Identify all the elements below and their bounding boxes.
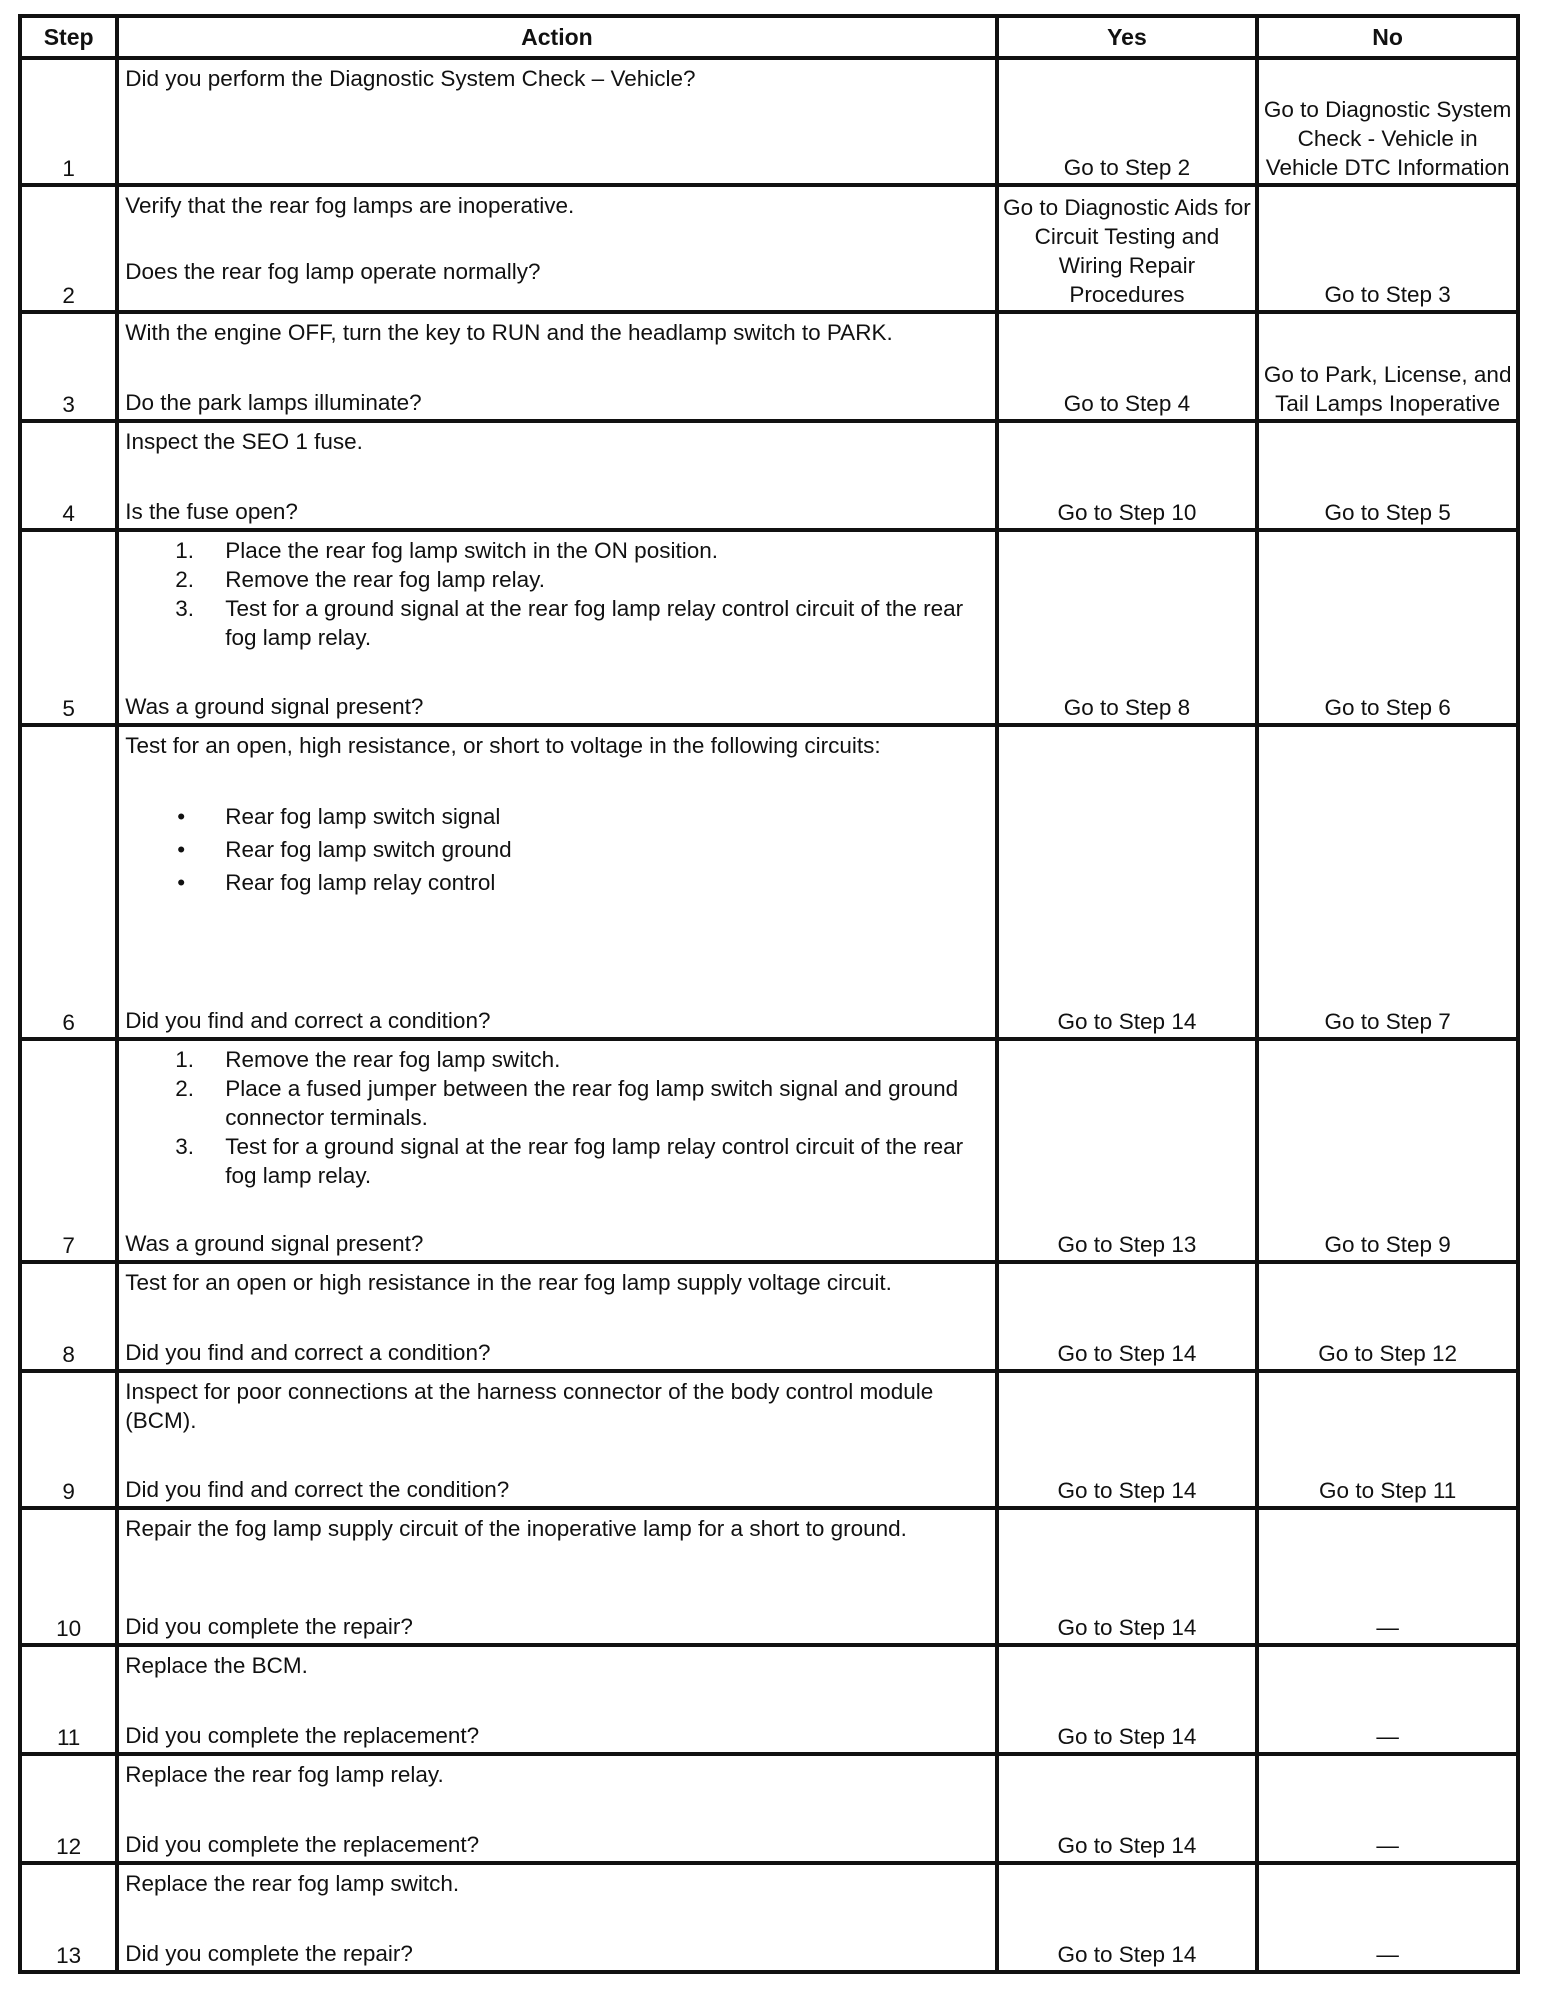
action-cell [117, 58, 996, 185]
no-result: Go to Step 3 [1257, 185, 1518, 312]
action-text: Inspect for poor connections at the harness connector of the body control module (BCM). [125, 1379, 934, 1433]
list-item [125, 536, 988, 565]
yes-result: Go to Step 13 [997, 1039, 1258, 1262]
list-item [125, 866, 988, 899]
no-result: — [1257, 1645, 1518, 1754]
action-question: Did you complete the repair? [125, 1941, 413, 1966]
step-number: 8 [20, 1262, 117, 1371]
yes-result: Go to Diagnostic Aids for Circuit Testing and Wiring Repair Procedures [997, 185, 1258, 312]
no-result: Go to Step 9 [1257, 1039, 1518, 1262]
action-cell [117, 1863, 996, 1972]
table-row [20, 1863, 1518, 1972]
table-row [20, 58, 1518, 185]
step-number: 1 [20, 58, 117, 185]
action-text: Replace the BCM. [125, 1653, 308, 1678]
list-item [125, 800, 988, 833]
step-number: 6 [20, 725, 117, 1039]
action-question: Was a ground signal present? [125, 1231, 424, 1256]
list-number: 1. [175, 538, 195, 563]
list-number: 2. [175, 1076, 195, 1101]
step-number: 12 [20, 1754, 117, 1863]
list-number: 1. [175, 1047, 195, 1072]
bullet-icon: • [177, 804, 186, 829]
action-cell [117, 1371, 996, 1508]
action-text: Test for an open or high resistance in the rear fog lamp supply voltage circuit. [125, 1270, 892, 1295]
list-item [125, 1132, 988, 1190]
numbered-list [125, 1045, 988, 1190]
action-question: Did you find and correct the condition? [125, 1477, 510, 1502]
table-row [20, 312, 1518, 421]
action-text: Replace the rear fog lamp switch. [125, 1871, 460, 1896]
action-question: Was a ground signal present? [125, 694, 424, 719]
step-number: 2 [20, 185, 117, 312]
yes-result: Go to Step 14 [997, 1754, 1258, 1863]
action-cell [117, 1754, 996, 1863]
table-row [20, 1371, 1518, 1508]
table-row [20, 185, 1518, 312]
list-text: Test for a ground signal at the rear fog lamp relay control circuit of the rear fog lamp relay. [225, 596, 964, 650]
bullet-icon: • [177, 837, 186, 862]
no-result: Go to Step 6 [1257, 530, 1518, 725]
action-question: Is the fuse open? [125, 499, 298, 524]
yes-result: Go to Step 14 [997, 1262, 1258, 1371]
action-cell [117, 1039, 996, 1262]
table-row [20, 421, 1518, 530]
list-number: 3. [175, 596, 195, 621]
table-row [20, 1508, 1518, 1645]
yes-result: Go to Step 14 [997, 725, 1258, 1039]
step-number: 3 [20, 312, 117, 421]
action-cell [117, 421, 996, 530]
header-action: Action [117, 16, 996, 58]
action-question: Did you complete the replacement? [125, 1832, 480, 1857]
action-cell [117, 312, 996, 421]
yes-result: Go to Step 14 [997, 1863, 1258, 1972]
yes-result: Go to Step 14 [997, 1645, 1258, 1754]
list-item [125, 833, 988, 866]
no-result: — [1257, 1508, 1518, 1645]
action-text: Test for an open, high resistance, or short to voltage in the following circuits: [125, 733, 881, 758]
table-row [20, 1039, 1518, 1262]
action-question: Does the rear fog lamp operate normally? [125, 259, 541, 284]
action-text: Inspect the SEO 1 fuse. [125, 429, 363, 454]
yes-result: Go to Step 10 [997, 421, 1258, 530]
action-question: Did you complete the repair? [125, 1614, 413, 1639]
list-number: 3. [175, 1134, 195, 1159]
list-text: Place the rear fog lamp switch in the ON position. [225, 538, 718, 563]
list-text: Rear fog lamp switch ground [225, 837, 512, 862]
list-text: Remove the rear fog lamp relay. [225, 567, 545, 592]
list-text: Rear fog lamp switch signal [225, 804, 501, 829]
diagnostic-table [18, 14, 1520, 1974]
no-result: Go to Step 11 [1257, 1371, 1518, 1508]
action-question: Did you find and correct a condition? [125, 1340, 491, 1365]
action-text: Verify that the rear fog lamps are inoperative. [125, 193, 575, 218]
numbered-list [125, 536, 988, 652]
yes-result: Go to Step 2 [997, 58, 1258, 185]
list-item [125, 565, 988, 594]
step-number: 4 [20, 421, 117, 530]
step-number: 7 [20, 1039, 117, 1262]
action-cell [117, 725, 996, 1039]
no-result: — [1257, 1754, 1518, 1863]
no-result: Go to Step 12 [1257, 1262, 1518, 1371]
table-row [20, 1754, 1518, 1863]
no-result: Go to Step 7 [1257, 725, 1518, 1039]
list-text: Rear fog lamp relay control [225, 870, 496, 895]
no-result: — [1257, 1863, 1518, 1972]
list-item [125, 1074, 988, 1132]
list-item [125, 594, 988, 652]
list-text: Test for a ground signal at the rear fog lamp relay control circuit of the rear fog lamp relay. [225, 1134, 964, 1188]
action-text: Repair the fog lamp supply circuit of the inoperative lamp for a short to ground. [125, 1516, 907, 1541]
step-number: 10 [20, 1508, 117, 1645]
yes-result: Go to Step 14 [997, 1371, 1258, 1508]
header-step: Step [20, 16, 117, 58]
step-number: 11 [20, 1645, 117, 1754]
no-result: Go to Step 5 [1257, 421, 1518, 530]
yes-result: Go to Step 14 [997, 1508, 1258, 1645]
list-item [125, 1045, 988, 1074]
yes-result: Go to Step 4 [997, 312, 1258, 421]
table-row [20, 1645, 1518, 1754]
list-number: 2. [175, 567, 195, 592]
list-text: Remove the rear fog lamp switch. [225, 1047, 561, 1072]
action-text: With the engine OFF, turn the key to RUN and the headlamp switch to PARK. [125, 320, 893, 345]
step-number: 9 [20, 1371, 117, 1508]
table-row [20, 1262, 1518, 1371]
no-result: Go to Park, License, and Tail Lamps Inoperative [1257, 312, 1518, 421]
header-no: No [1257, 16, 1518, 58]
action-cell [117, 530, 996, 725]
table-row [20, 725, 1518, 1039]
action-text: Did you perform the Diagnostic System Check – Vehicle? [125, 66, 696, 91]
action-cell [117, 1262, 996, 1371]
step-number: 5 [20, 530, 117, 725]
bullet-list [125, 800, 988, 899]
header-yes: Yes [997, 16, 1258, 58]
action-question: Did you find and correct a condition? [125, 1008, 491, 1033]
action-question: Do the park lamps illuminate? [125, 390, 422, 415]
action-cell [117, 1645, 996, 1754]
table-row [20, 530, 1518, 725]
action-text: Replace the rear fog lamp relay. [125, 1762, 444, 1787]
no-result: Go to Diagnostic System Check - Vehicle in Vehicle DTC Information [1257, 58, 1518, 185]
action-cell [117, 1508, 996, 1645]
header-row [20, 16, 1518, 58]
list-text: Place a fused jumper between the rear fog lamp switch signal and ground connector terminals. [225, 1076, 959, 1130]
step-number: 13 [20, 1863, 117, 1972]
action-cell [117, 185, 996, 312]
action-question: Did you complete the replacement? [125, 1723, 480, 1748]
bullet-icon: • [177, 870, 186, 895]
yes-result: Go to Step 8 [997, 530, 1258, 725]
